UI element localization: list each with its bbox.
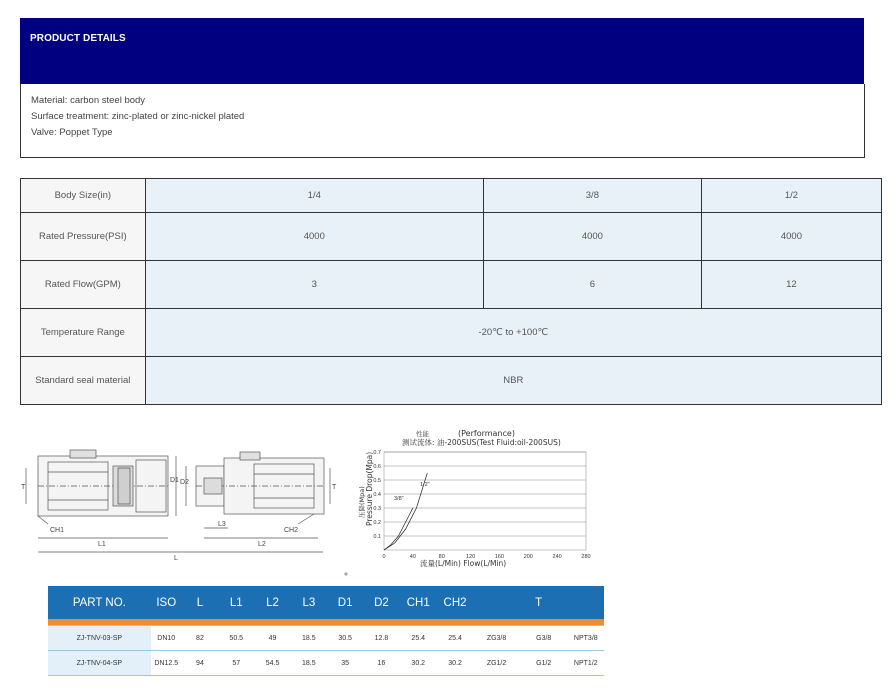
curve-label-3-8: 3/8" (394, 496, 404, 502)
table-cell: ZG1/2 (473, 651, 520, 676)
y-tick-label: 0.2 (373, 520, 381, 526)
table-cell: 30.2 (400, 651, 437, 676)
spec-row-rated-flow (21, 261, 882, 309)
dim-ch2: CH2 (284, 527, 299, 534)
spec-row-body-size (21, 179, 882, 213)
header-cell: D1 (327, 586, 363, 619)
table-cell: G3/8 (520, 626, 568, 651)
parts-table (48, 586, 604, 676)
spec-row-temperature (21, 309, 882, 357)
x-tick-label: 160 (494, 554, 505, 560)
perf-title-cn: 性能 (416, 430, 429, 438)
perf-ylabel-cn: 压降(Mpa) (358, 486, 366, 518)
table-row (48, 651, 604, 676)
coupling-drawing (18, 448, 338, 563)
spec-label: Rated Pressure(PSI) (21, 213, 146, 261)
table-cell: G1/2 (520, 651, 568, 676)
dim-l2: L2 (258, 541, 266, 548)
parts-header-row (48, 586, 604, 619)
spec-cell: 3/8 (483, 179, 701, 213)
dim-d1: D1 (170, 477, 179, 484)
y-tick-label: 0.4 (373, 492, 381, 498)
table-cell: ZG3/8 (473, 626, 520, 651)
table-cell: 30.2 (437, 651, 473, 676)
spec-cell: 4000 (145, 213, 483, 261)
table-cell: 12.8 (363, 626, 399, 651)
x-tick-label: 0 (382, 554, 386, 560)
spec-table (20, 178, 882, 405)
spec-label: Body Size(in) (21, 179, 146, 213)
perf-title: (Performance) (458, 429, 515, 438)
table-cell: 18.5 (291, 651, 327, 676)
x-tick-label: 80 (438, 554, 445, 560)
valve-line: Valve: Poppet Type (31, 127, 113, 138)
table-cell: 82 (182, 626, 218, 651)
table-cell: 54.5 (254, 651, 290, 676)
table-cell: 25.4 (400, 626, 437, 651)
x-tick-label: 40 (409, 554, 416, 560)
curve-label-1-2: 1/2" (420, 482, 430, 488)
part-no-cell: ZJ-TNV-04-SP (48, 651, 151, 676)
spec-cell: 1/2 (701, 179, 881, 213)
dim-d2: D2 (180, 479, 189, 486)
spec-cell: 4000 (701, 213, 881, 261)
table-cell: 57 (218, 651, 254, 676)
perf-xlabel: 流量(L/Min) Flow(L/Min) (420, 559, 507, 568)
dim-t-left: T (21, 484, 26, 491)
x-tick-label: 120 (465, 554, 476, 560)
table-cell: 50.5 (218, 626, 254, 651)
table-cell: 49 (254, 626, 290, 651)
y-tick-label: 0.5 (373, 478, 381, 484)
product-details-title: PRODUCT DETAILS (30, 33, 126, 44)
header-cell: L3 (291, 586, 327, 619)
product-details-body (20, 84, 865, 158)
material-line: Material: carbon steel body (31, 95, 146, 106)
spec-row-seal (21, 357, 882, 405)
table-row (48, 626, 604, 651)
dim-ch1: CH1 (50, 527, 65, 534)
x-tick-label: 240 (552, 554, 562, 560)
y-tick-label: 0.7 (373, 450, 381, 456)
performance-chart (340, 426, 600, 578)
spec-row-rated-pressure (21, 213, 882, 261)
table-cell: 30.5 (327, 626, 363, 651)
table-cell: NPT1/2 (568, 651, 604, 676)
dim-t-right: T (332, 484, 337, 491)
surface-treatment-line: Surface treatment: zinc-plated or zinc-nickel plated (31, 111, 245, 122)
table-cell: DN12.5 (151, 651, 182, 676)
y-tick-label: 0.3 (373, 506, 381, 512)
product-details-header (20, 18, 864, 84)
table-cell: DN10 (151, 626, 182, 651)
part-no-cell: ZJ-TNV-03-SP (48, 626, 151, 651)
header-cell: L (182, 586, 218, 619)
header-cell: L1 (218, 586, 254, 619)
series-line (384, 508, 413, 550)
dim-l: L (174, 555, 178, 562)
y-tick-label: 0.6 (373, 464, 381, 470)
table-cell: 94 (182, 651, 218, 676)
table-cell: 35 (327, 651, 363, 676)
header-cell: L2 (254, 586, 290, 619)
y-tick-label: 0.1 (373, 534, 381, 540)
perf-ylabel: Pressure Drop(Mpa) (365, 451, 374, 526)
table-cell: 18.5 (291, 626, 327, 651)
table-cell: 25.4 (437, 626, 473, 651)
spec-cell: 6 (483, 261, 701, 309)
spec-cell: NBR (145, 357, 881, 405)
header-cell: CH1 (400, 586, 437, 619)
spec-cell: -20℃ to +100℃ (145, 309, 881, 357)
spec-label: Rated Flow(GPM) (21, 261, 146, 309)
spec-label: Temperature Range (21, 309, 146, 357)
header-cell: T (473, 586, 604, 619)
dim-l1: L1 (98, 541, 106, 548)
table-cell: NPT3/8 (568, 626, 604, 651)
header-cell: CH2 (437, 586, 473, 619)
spec-cell: 1/4 (145, 179, 483, 213)
header-cell: D2 (363, 586, 399, 619)
perf-subtitle: 测试流体: 油-200SUS(Test Fluid:oil-200SUS) (402, 438, 561, 447)
header-cell: ISO (151, 586, 182, 619)
spec-cell: 3 (145, 261, 483, 309)
x-tick-label: 200 (523, 554, 533, 560)
header-cell: PART NO. (48, 586, 151, 619)
table-cell: 16 (363, 651, 399, 676)
spec-label: Standard seal material (21, 357, 146, 405)
spec-cell: 12 (701, 261, 881, 309)
chart-frame (384, 452, 586, 550)
x-tick-label: 280 (581, 554, 591, 560)
spec-cell: 4000 (483, 213, 701, 261)
dim-l3: L3 (218, 521, 226, 528)
